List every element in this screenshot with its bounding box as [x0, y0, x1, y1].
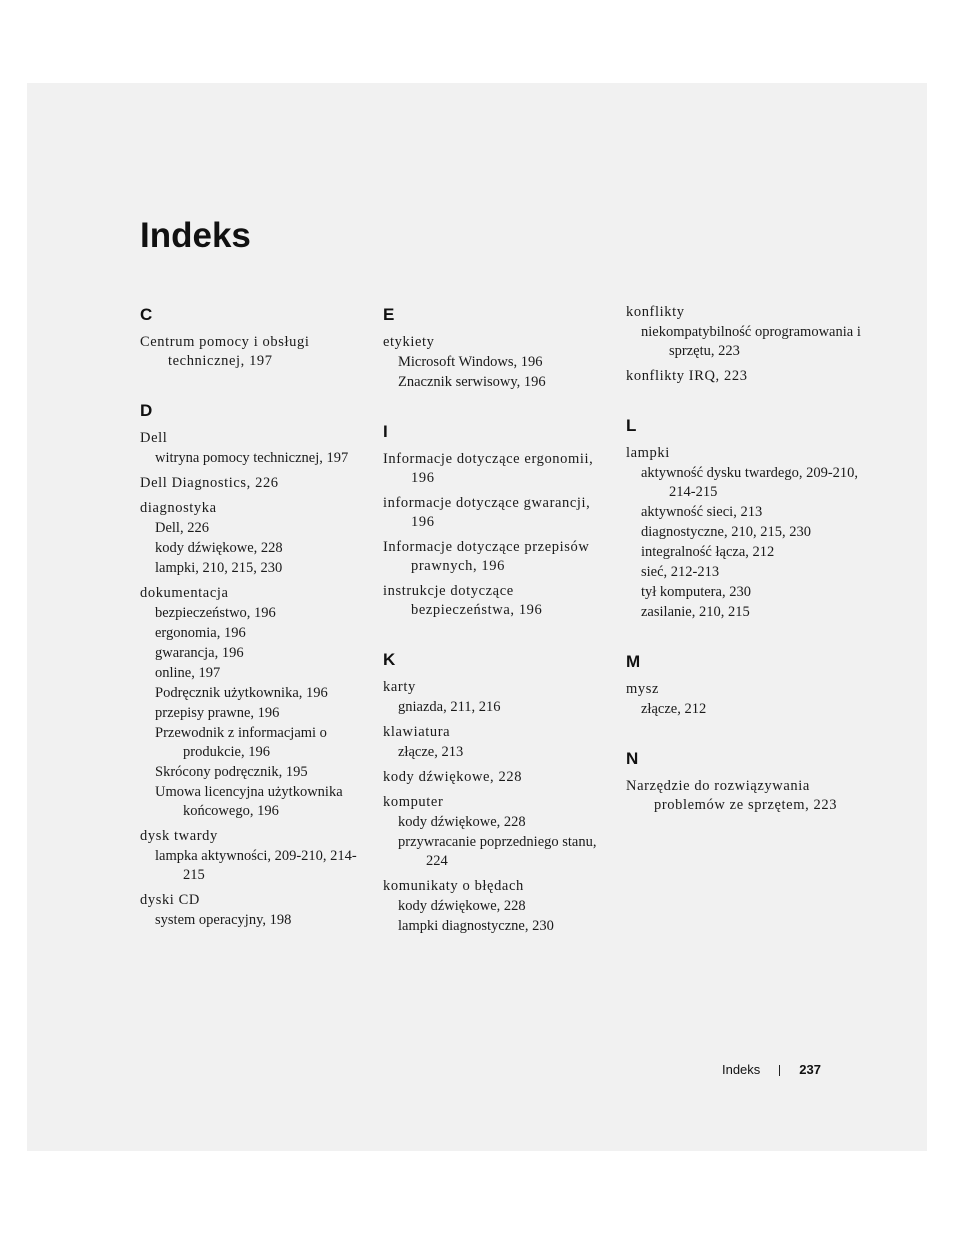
entry-subentry: lampka aktywności, 209-210, 214-215	[155, 848, 357, 883]
index-section	[626, 749, 866, 815]
section-letter: C	[140, 305, 153, 324]
entry-heading: mysz	[626, 681, 660, 697]
entry-subentry: Podręcznik użytkownika, 196	[155, 685, 328, 701]
entry-heading: Centrum pomocy i obsługi technicznej, 197	[140, 334, 310, 369]
entry-subentry: złącze, 212	[641, 701, 707, 717]
index-column-3	[626, 303, 866, 845]
entry-heading: Informacje dotyczące przepisów prawnych, 196	[383, 539, 590, 574]
entry-subentry: kody dźwiękowe, 228	[398, 898, 526, 914]
section-letter: K	[383, 650, 396, 669]
entry-heading: diagnostyka	[140, 500, 217, 516]
entry-subentry: witryna pomocy technicznej, 197	[155, 450, 349, 466]
entry-subentry: Dell, 226	[155, 520, 209, 536]
entry-heading: lampki	[626, 445, 670, 461]
index-entry	[383, 768, 613, 787]
index-entry	[140, 827, 370, 885]
entry-heading: konflikty IRQ, 223	[626, 368, 748, 384]
footer-separator	[779, 1065, 780, 1076]
entry-heading: komunikaty o błędach	[383, 878, 524, 894]
index-entry	[383, 582, 613, 620]
index-entry	[383, 494, 613, 532]
index-entry	[140, 333, 370, 371]
index-entry	[383, 793, 613, 871]
page-title: Indeks	[140, 216, 251, 255]
entry-heading: dyski CD	[140, 892, 200, 908]
entry-subentry: kody dźwiękowe, 228	[398, 814, 526, 830]
index-section	[140, 305, 370, 371]
entry-heading: dysk twardy	[140, 828, 218, 844]
index-section	[626, 652, 866, 719]
entry-subentry: integralność łącza, 212	[641, 544, 775, 560]
entry-subentry: kody dźwiękowe, 228	[155, 540, 283, 556]
entry-heading: Dell	[140, 430, 168, 446]
entry-heading: instrukcje dotyczące bezpieczeństwa, 196	[383, 583, 543, 618]
entry-subentry: lampki diagnostyczne, 230	[398, 918, 554, 934]
entry-heading: karty	[383, 679, 416, 695]
entry-subentry: niekompatybilność oprogramowania i sprzętu, 223	[641, 324, 861, 359]
entry-subentry: lampki, 210, 215, 230	[155, 560, 283, 576]
entry-heading: dokumentacja	[140, 585, 229, 601]
entry-heading: Informacje dotyczące ergonomii, 196	[383, 451, 594, 486]
entry-subentry: Microsoft Windows, 196	[398, 354, 543, 370]
index-entry	[140, 499, 370, 578]
index-entry	[383, 678, 613, 717]
index-entry	[140, 584, 370, 821]
entry-subentry: sieć, 212-213	[641, 564, 720, 580]
entry-subentry: Znacznik serwisowy, 196	[398, 374, 546, 390]
index-entry	[383, 877, 613, 936]
entry-subentry: Przewodnik z informacjami o produkcie, 196	[155, 725, 327, 760]
index-entry	[140, 429, 370, 468]
section-letter: I	[383, 422, 388, 441]
index-entry	[140, 474, 370, 493]
index-section	[383, 650, 613, 936]
index-section	[140, 401, 370, 930]
index-section	[626, 416, 866, 622]
section-letter: M	[626, 652, 641, 671]
index-column-1	[140, 305, 370, 960]
entry-subentry: Umowa licencyjna użytkownika końcowego, 196	[155, 784, 343, 819]
entry-heading: Dell Diagnostics, 226	[140, 475, 279, 491]
entry-subentry: diagnostyczne, 210, 215, 230	[641, 524, 811, 540]
section-letter: L	[626, 416, 637, 435]
entry-subentry: online, 197	[155, 665, 221, 681]
entry-heading: kody dźwiękowe, 228	[383, 769, 523, 785]
index-entry	[383, 723, 613, 762]
entry-heading: etykiety	[383, 334, 435, 350]
entry-subentry: gwarancja, 196	[155, 645, 244, 661]
index-column-2	[383, 305, 613, 966]
entry-subentry: zasilanie, 210, 215	[641, 604, 750, 620]
entry-subentry: aktywność sieci, 213	[641, 504, 763, 520]
index-entry	[383, 538, 613, 576]
index-entry	[140, 891, 370, 930]
entry-subentry: ergonomia, 196	[155, 625, 246, 641]
page-number: 237	[799, 1062, 821, 1077]
section-letter: E	[383, 305, 395, 324]
entry-subentry: przywracanie poprzedniego stanu, 224	[398, 834, 597, 869]
index-entry	[626, 444, 866, 622]
index-entry	[626, 777, 866, 815]
entry-subentry: złącze, 213	[398, 744, 464, 760]
index-entry	[626, 680, 866, 719]
entry-subentry: przepisy prawne, 196	[155, 705, 280, 721]
index-section	[626, 303, 866, 386]
index-entry	[626, 367, 866, 386]
entry-heading: informacje dotyczące gwarancji, 196	[383, 495, 591, 530]
entry-heading: konflikty	[626, 304, 685, 320]
index-entry	[626, 303, 866, 361]
entry-heading: klawiatura	[383, 724, 451, 740]
entry-subentry: Skrócony podręcznik, 195	[155, 764, 308, 780]
index-section	[383, 305, 613, 392]
entry-heading: Narzędzie do rozwiązywania problemów ze sprzętem, 223	[626, 778, 838, 813]
index-entry	[383, 333, 613, 392]
entry-subentry: bezpieczeństwo, 196	[155, 605, 276, 621]
section-letter: D	[140, 401, 153, 420]
section-letter: N	[626, 749, 639, 768]
entry-subentry: system operacyjny, 198	[155, 912, 292, 928]
page-footer	[722, 1061, 821, 1079]
index-entry	[383, 450, 613, 488]
entry-subentry: gniazda, 211, 216	[398, 699, 501, 715]
entry-subentry: aktywność dysku twardego, 209-210, 214-215	[641, 465, 859, 500]
entry-subentry: tył komputera, 230	[641, 584, 751, 600]
index-section	[383, 422, 613, 620]
entry-heading: komputer	[383, 794, 444, 810]
footer-section-label: Indeks	[721, 1062, 761, 1077]
